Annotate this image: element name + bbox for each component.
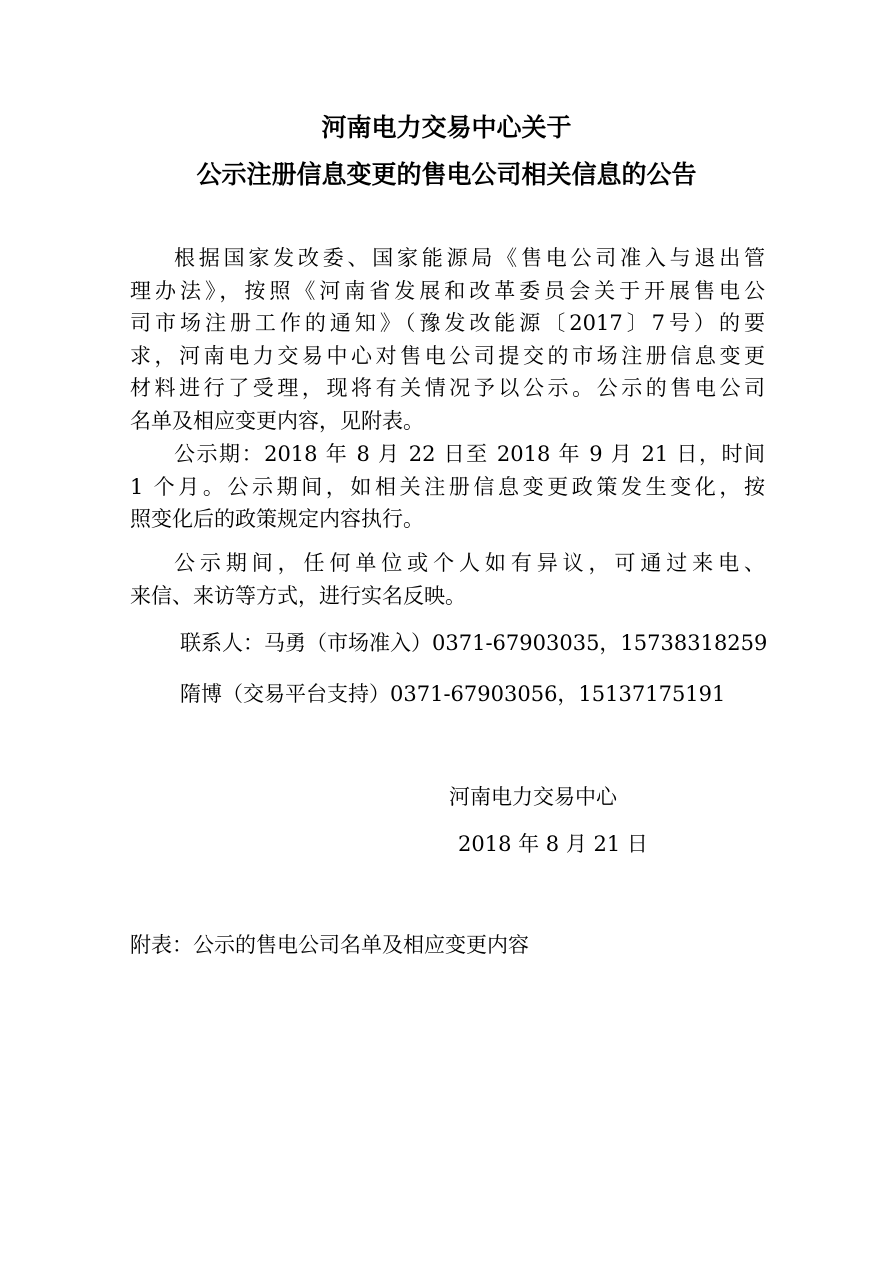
paragraph-line: 根据国家发改委、国家能源局《售电公司准入与退出管 (174, 246, 765, 270)
paragraph-line: 司市场注册工作的通知》（豫发改能源〔2017〕7号）的要 (130, 311, 765, 335)
contact-person-1: 联系人：马勇（市场准入）0371-67903035，15738318259 (180, 631, 768, 655)
paragraph-line: 材料进行了受理，现将有关情况予以公示。公示的售电公司 (130, 376, 765, 400)
paragraph-line: 1 个月。公示期间，如相关注册信息变更政策发生变化，按 (130, 474, 765, 499)
paragraph-line: 公示期间，任何单位或个人如有异议，可通过来电、 (174, 551, 765, 575)
paragraph-line: 照变化后的政策规定内容执行。 (130, 507, 424, 531)
paragraph-publicity-period (130, 438, 765, 536)
document-title-line-2: 公示注册信息变更的售电公司相关信息的公告 (196, 160, 697, 189)
paragraph-objection (130, 547, 765, 612)
appendix-heading: 附表：公示的售电公司名单及相应变更内容 (130, 933, 529, 957)
paragraph-line: 来信、来访等方式，进行实名反映。 (130, 583, 466, 608)
paragraph-line: 理办法》，按照《河南省发展和改革委员会关于开展售电公 (130, 278, 765, 303)
paragraph-basis (130, 242, 765, 437)
document-title-line-1: 河南电力交易中心关于 (321, 113, 572, 142)
paragraph-line: 名单及相应变更内容，见附表。 (130, 408, 424, 433)
contact-person-2: 隋博（交易平台支持）0371-67903056，15137175191 (180, 682, 726, 706)
paragraph-line: 求，河南电力交易中心对售电公司提交的市场注册信息变更 (130, 343, 765, 368)
signature-date: 2018 年 8 月 21 日 (458, 832, 648, 856)
paragraph-line: 公示期：2018 年 8 月 22 日至 2018 年 9 月 21 日，时间 (174, 442, 765, 466)
signature-organization: 河南电力交易中心 (449, 785, 617, 809)
